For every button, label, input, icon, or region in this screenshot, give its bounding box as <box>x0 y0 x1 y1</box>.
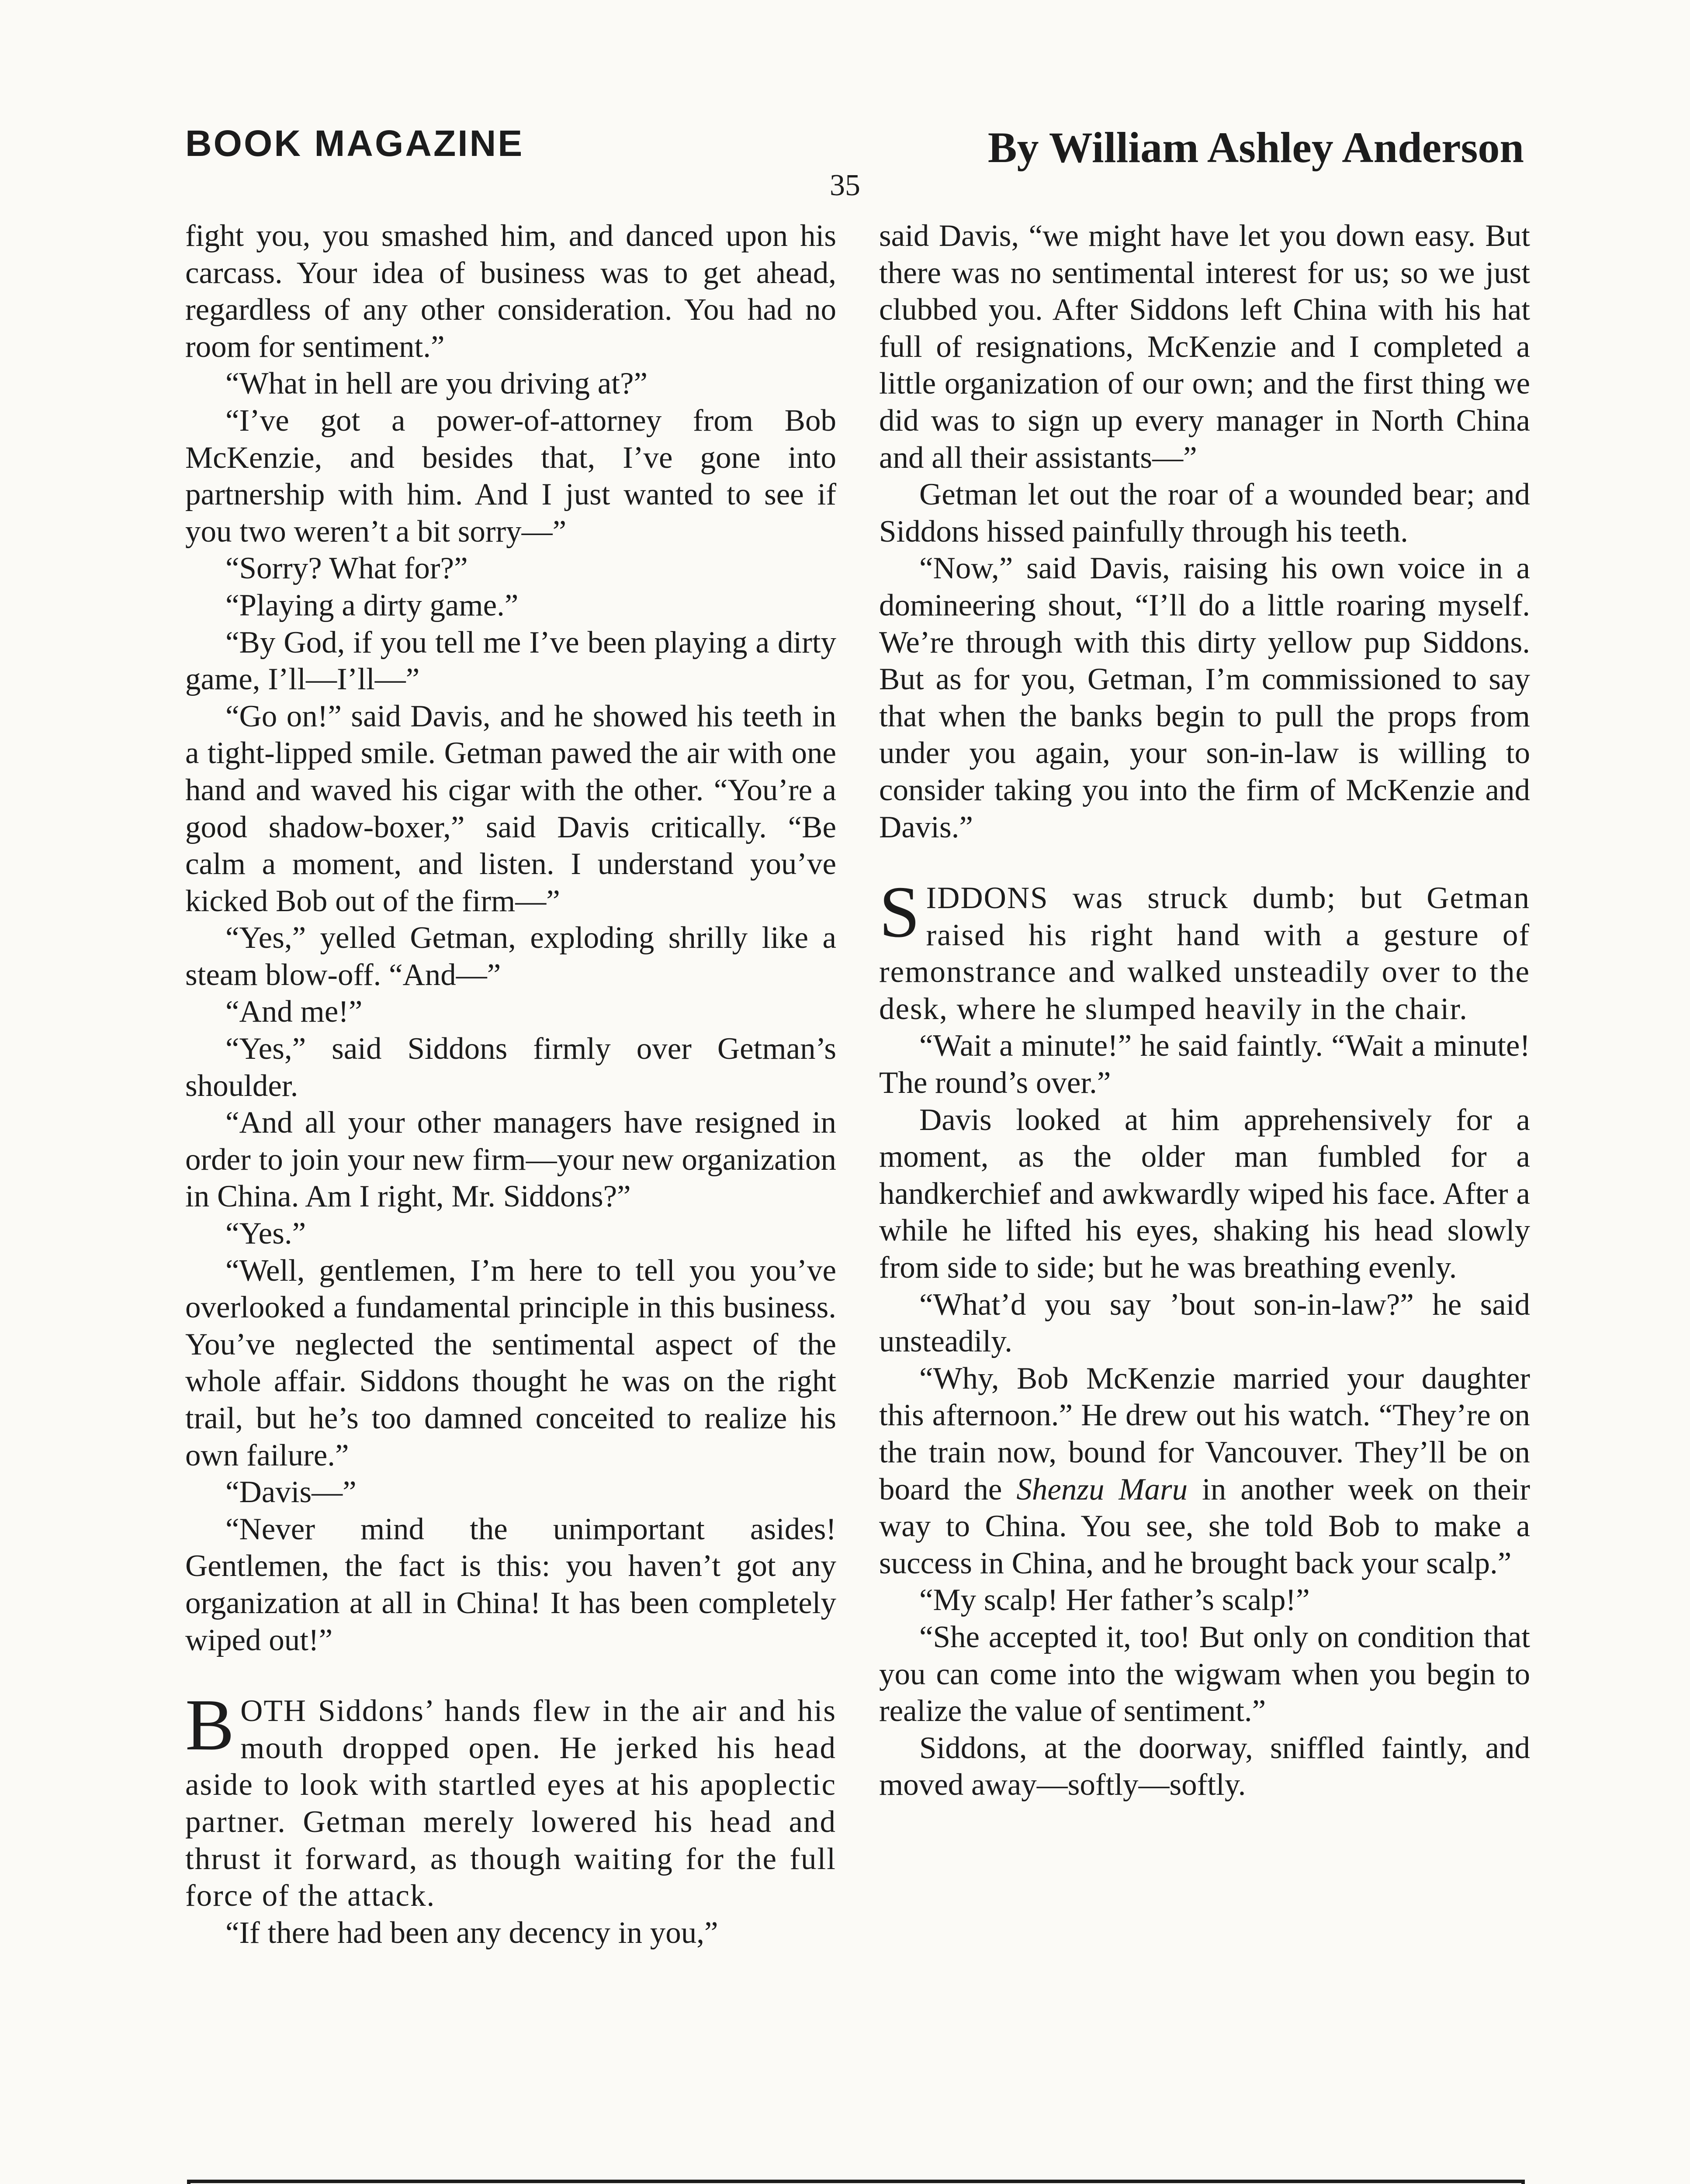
paragraph: “And me!” <box>225 995 363 1029</box>
drop-cap: B <box>185 1684 235 1766</box>
paragraph: “Yes,” yelled Getman, exploding shrilly like a steam blow-off. “And—” <box>185 921 836 992</box>
paragraph: “Yes,” said Siddons firmly over Getman’s shoulder. <box>185 1032 836 1103</box>
paragraph: “My scalp! Her father’s scalp!” <box>919 1583 1310 1617</box>
section-opening-paragraph <box>185 1684 836 1914</box>
page-number: 35 <box>830 169 860 202</box>
paragraph-text: in another week on their way to China. You see, she told Bob to make a success in China, and he brought back your scalp.” <box>879 1472 1530 1580</box>
paragraph-text: “Why, Bob McKenzie married your daughter this afternoon.” He drew out his watch. “They’re on the train now, bound for Vancouver. They’ll be on board the <box>879 1361 1530 1507</box>
paragraph: “I’ve got a power-of-attorney from Bob McKenzie, and besides that, I’ve gone into partnership with him. And I just wanted to see if you two weren’t a bit sorry—” <box>185 403 836 549</box>
paragraph: Getman let out the roar of a wounded bear; and Siddons hissed painfully through his teeth. <box>879 477 1530 549</box>
paragraph: Davis looked at him apprehensively for a moment, as the older man fumbled for a handkerchief and awkwardly wiped his face. After a while he lifted his eyes, shaking his head slowly from side to side; but he was breathing evenly. <box>879 1102 1530 1285</box>
author-byline: By William Ashley Anderson <box>987 123 1524 172</box>
paragraph: “Yes.” <box>225 1216 306 1251</box>
paragraph: fight you, you smashed him, and danced upon his carcass. Your idea of business was to get ahead, regardless of any other consideration. You had no room for sentiment.” <box>185 219 836 364</box>
paragraph: “Playing a dirty game.” <box>225 588 519 622</box>
right-column <box>879 218 1530 1804</box>
paragraph: “If there had been any decency in you,” <box>225 1915 718 1950</box>
paragraph: “She accepted it, too! But only on condition that you can come into the wigwam when you begin to realize the value of sentiment.” <box>879 1620 1530 1728</box>
paragraph: “And all your other managers have resigned in order to join your new firm—your new organization in China. Am I right, Mr. Siddons?” <box>185 1106 836 1214</box>
paragraph: “Wait a minute!” he said faintly. “Wait a minute! The round’s over.” <box>879 1029 1530 1100</box>
left-column <box>185 218 836 1951</box>
promo-box <box>187 2180 1525 2184</box>
paragraph <box>879 1360 1530 1582</box>
section-text: OTH Siddons’ hands flew in the air and his mouth dropped open. He jerked his head aside to look with startled eyes at his apoplectic partner. Getman merely lowered his head and thrust it forward, as though waiting for the full force of the attack. <box>185 1694 836 1913</box>
paragraph: “Go on!” said Davis, and he showed his teeth in a tight-lipped smile. Getman pawed the air with one hand and waved his cigar with the other. “You’re a good shadow-boxer,” said Davis critically. “Be calm a moment, and listen. I understand you’ve kicked Bob out of the firm—” <box>185 699 836 918</box>
section-opening-paragraph <box>879 871 1530 1027</box>
magazine-title: BOOK MAGAZINE <box>185 123 524 164</box>
section-text: IDDONS was struck dumb; but Getman raised his right hand with a gesture of remonstrance and walked unsteadily over to the desk, where he slumped heavily in the chair. <box>879 881 1530 1026</box>
paragraph: “Never mind the unimportant asides! Gentlemen, the fact is this: you haven’t got any organization at all in China! It has been completely wiped out!” <box>185 1512 836 1657</box>
paragraph: “Davis—” <box>225 1475 357 1510</box>
paragraph: “Well, gentlemen, I’m here to tell you you’ve overlooked a fundamental principle in this business. You’ve neglected the sentimental aspect of the whole affair. Siddons thought he was on the right trail, but he’s too damned conceited to realize his own failure.” <box>185 1253 836 1472</box>
paragraph: “What in hell are you driving at?” <box>225 366 648 401</box>
paragraph: “What’d you say ’bout son-in-law?” he said unsteadily. <box>879 1287 1530 1359</box>
paragraph: “By God, if you tell me I’ve been playing a dirty game, I’ll—I’ll—” <box>185 625 836 697</box>
paragraph: “Now,” said Davis, raising his own voice in a domineering shout, “I’ll do a little roaring myself. We’re through with this dirty yellow pup Siddons. But as for you, Getman, I’m commissioned to say that when the banks begin to pull the props from under you again, your son-in-law is willing to consider taking you into the firm of McKenzie and Davis.” <box>879 551 1530 844</box>
paragraph: Siddons, at the doorway, sniffled faintly, and moved away—softly—softly. <box>879 1731 1530 1802</box>
paragraph: “Sorry? What for?” <box>225 551 468 586</box>
drop-cap: S <box>879 871 920 953</box>
ship-name: Shenzu Maru <box>1016 1472 1188 1507</box>
paragraph: said Davis, “we might have let you down easy. But there was no sentimental interest for us; so we just clubbed you. After Siddons left China with his hat full of resignations, McKenzie and I completed a little organization of our own; and the first thing we did was to sign up every manager in North China and all their assistants—” <box>879 219 1530 475</box>
